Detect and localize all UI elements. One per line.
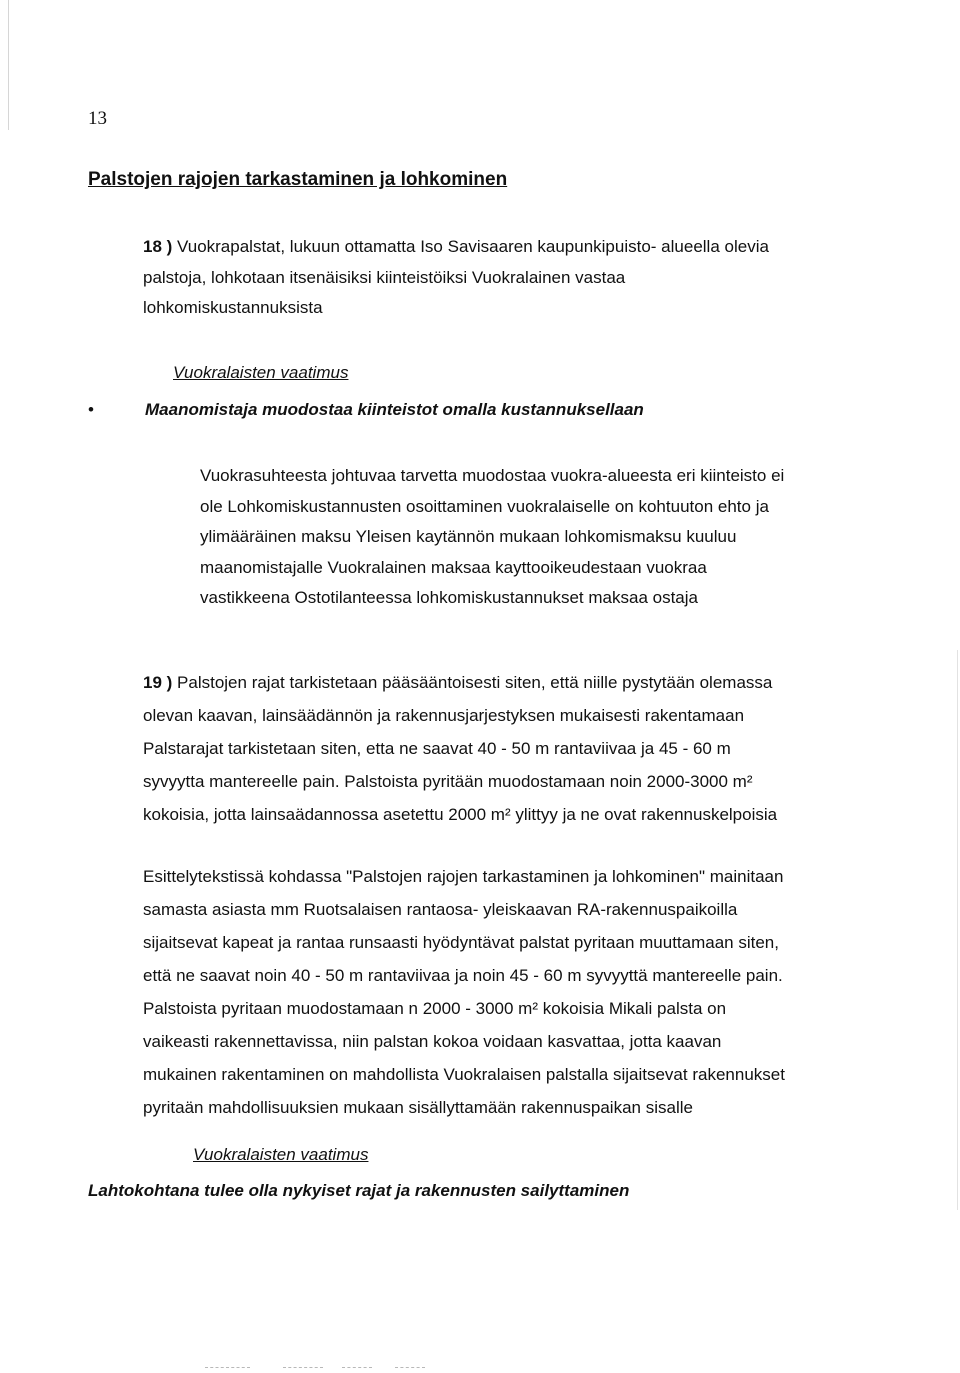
scan-artifact [205, 1367, 250, 1369]
section-19-line: olevan kaavan, lainsäädännön ja rakennusjarjestyksen mukaisesti rakentamaan [143, 706, 745, 725]
section-18-number: 18 ) [143, 237, 173, 256]
section-19-line: syvyytta mantereelle pain. Palstoista pyritään muodostamaan noin 2000-3000 m² [143, 772, 753, 791]
section-19-line: kokoisia, jotta lainsaädannossa asetettu 2000 m² ylittyy ja ne ovat rakennuskelpoisia [143, 805, 778, 824]
section-18-paragraph [143, 232, 769, 324]
paragraph-line: ylimääräinen maksu Yleisen kaytännön mukaan lohkomismaksu kuuluu [200, 527, 737, 546]
paragraph-line: että ne saavat noin 40 - 50 m rantaviivaa ja noin 45 - 60 m syvyyttä mantereelle pain. [143, 966, 783, 985]
section-18-line: 18 ) Vuokrapalstat, lukuun ottamatta Iso Savisaaren kaupunkipuisto- alueella olevia [143, 237, 769, 256]
paragraph-line: Vuokrasuhteesta johtuvaa tarvetta muodostaa vuokra-alueesta eri kiinteisto ei [200, 466, 785, 485]
paragraph-line: maanomistajalle Vuokralainen maksaa kayttooikeudestaan vuokraa [200, 557, 707, 577]
tenants-demand-subheading: Vuokralaisten vaatimus [173, 363, 349, 382]
paragraph-line: sijaitsevat kapeat ja rantaa runsaasti hyödyntävat palstat pyritaan muuttamaan siten, [143, 933, 779, 952]
scan-artifact [283, 1367, 323, 1369]
paragraph-line: Esittelytekstissä kohdassa "Palstojen rajojen tarkastaminen ja lohkominen" mainitaan [143, 867, 784, 886]
paragraph-line: vastikkeena Ostotilanteessa lohkomiskustannukset maksaa ostaja [200, 588, 698, 607]
tenants-demand-subheading-2: Vuokralaisten vaatimus [193, 1145, 369, 1164]
section-19-number: 19 ) [143, 673, 173, 692]
section-19-line: 19 ) Palstojen rajat tarkistetaan pääsääntoisesti siten, että niille pystytään olemassa [143, 673, 773, 692]
section-18-line: lohkomiskustannuksista [143, 298, 323, 317]
demand-explanation-paragraph [200, 461, 784, 614]
scan-edge-right [957, 650, 958, 1210]
paragraph-line: samasta asiasta mm Ruotsalaisen rantaosa- yleiskaavan RA-rakennuspaikoilla [143, 900, 738, 919]
paragraph-line: vaikeasti rakennettavissa, niin palstan kokoa voidaan kasvattaa, jotta kaavan [143, 1032, 722, 1051]
section-heading: Palstojen rajojen tarkastaminen ja lohkominen [88, 169, 508, 190]
presentation-text-paragraph [143, 860, 785, 1124]
scan-artifact [395, 1367, 425, 1369]
final-demand-statement: Lahtokohtana tulee olla nykyiset rajat ja rakennusten sailyttaminen [88, 1181, 630, 1200]
section-18-line: palstoja, lohkotaan itsenäisiksi kiinteistöiksi Vuokralainen vastaa [143, 267, 626, 287]
bullet-demand-text: Maanomistaja muodostaa kiinteistot omalla kustannuksellaan [145, 400, 644, 419]
scan-artifact [342, 1367, 372, 1369]
section-19-line: Palstarajat tarkistetaan siten, etta ne saavat 40 - 50 m rantaviivaa ja 45 - 60 m [143, 739, 731, 758]
page-number: 13 [88, 108, 107, 129]
paragraph-line: pyritaän mahdollisuuksien mukaan sisällyttamään rakennuspaikan sisalle [143, 1098, 693, 1117]
paragraph-line: ole Lohkomiskustannusten osoittaminen vuokralaiselle on kohtuuton ehto ja [200, 496, 769, 516]
paragraph-line: mukainen rakentaminen on mahdollista Vuokralaisen palstalla sijaitsevat rakennukset [143, 1065, 785, 1084]
scan-edge-left [8, 0, 9, 130]
bullet-icon: • [88, 400, 94, 419]
section-19-paragraph [143, 666, 777, 831]
paragraph-line: Palstoista pyritaan muodostamaan n 2000 - 3000 m² kokoisia Mikali palsta on [143, 999, 727, 1018]
